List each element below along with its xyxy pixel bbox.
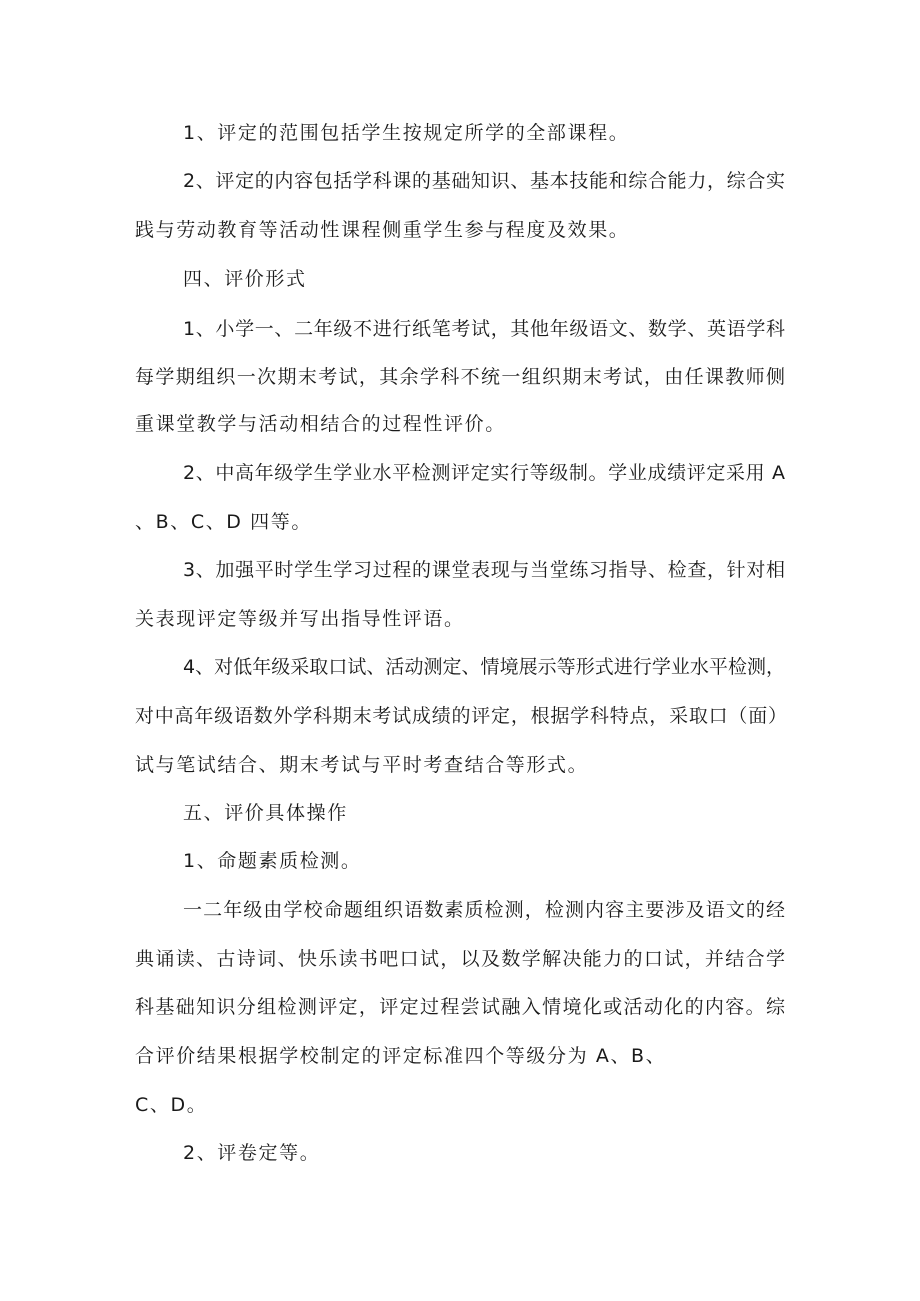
paragraph-line: 关表现评定等级并写出指导性评语。 xyxy=(135,608,465,630)
paragraph-line: 一二年级由学校命题组织语数素质检测，检测内容主要涉及语文的经 xyxy=(183,899,785,921)
paragraph-line: 2、评卷定等。 xyxy=(183,1142,321,1164)
paragraph-line: 试与笔试结合、期末考试与平时考查结合等形式。 xyxy=(135,754,589,776)
paragraph-line: 1、评定的范围包括学生按规定所学的全部课程。 xyxy=(183,122,630,144)
section-heading: 四、评价形式 xyxy=(183,268,307,290)
paragraph-line: 4、对低年级采取口试、活动测定、情境展示等形式进行学业水平检测， xyxy=(183,656,785,678)
paragraph-line: 3、加强平时学生学习过程的课堂表现与当堂练习指导、检查，针对相 xyxy=(183,559,785,581)
paragraph-line: 践与劳动教育等活动性课程侧重学生参与程度及效果。 xyxy=(135,219,630,241)
section-heading: 五、评价具体操作 xyxy=(183,802,348,824)
paragraph-line: 合评价结果根据学校制定的评定标准四个等级分为 A、B、 xyxy=(135,1045,667,1067)
paragraph-line: 2、评定的内容包括学科课的基础知识、基本技能和综合能力，综合实 xyxy=(183,170,785,192)
paragraph-line: 1、小学一、二年级不进行纸笔考试，其他年级语文、数学、英语学科 xyxy=(183,318,785,340)
paragraph-line: 2、中高年级学生学业水平检测评定实行等级制。学业成绩评定采用 A xyxy=(183,462,785,484)
paragraph-line: 重课堂教学与活动相结合的过程性评价。 xyxy=(135,413,506,435)
paragraph-line: 科基础知识分组检测评定，评定过程尝试融入情境化或活动化的内容。综 xyxy=(135,996,785,1018)
paragraph-line: 、B、C、D 四等。 xyxy=(135,511,312,533)
paragraph-line: 对中高年级语数外学科期末考试成绩的评定，根据学科特点，采取口（面） xyxy=(135,705,787,727)
paragraph-line: C、D。 xyxy=(135,1094,208,1116)
paragraph-line: 典诵读、古诗词、快乐读书吧口试，以及数学解决能力的口试，并结合学 xyxy=(135,948,785,970)
paragraph-line: 每学期组织一次期末考试，其余学科不统一组织期末考试，由任课教师侧 xyxy=(135,366,785,388)
paragraph-line: 1、命题素质检测。 xyxy=(183,850,362,872)
